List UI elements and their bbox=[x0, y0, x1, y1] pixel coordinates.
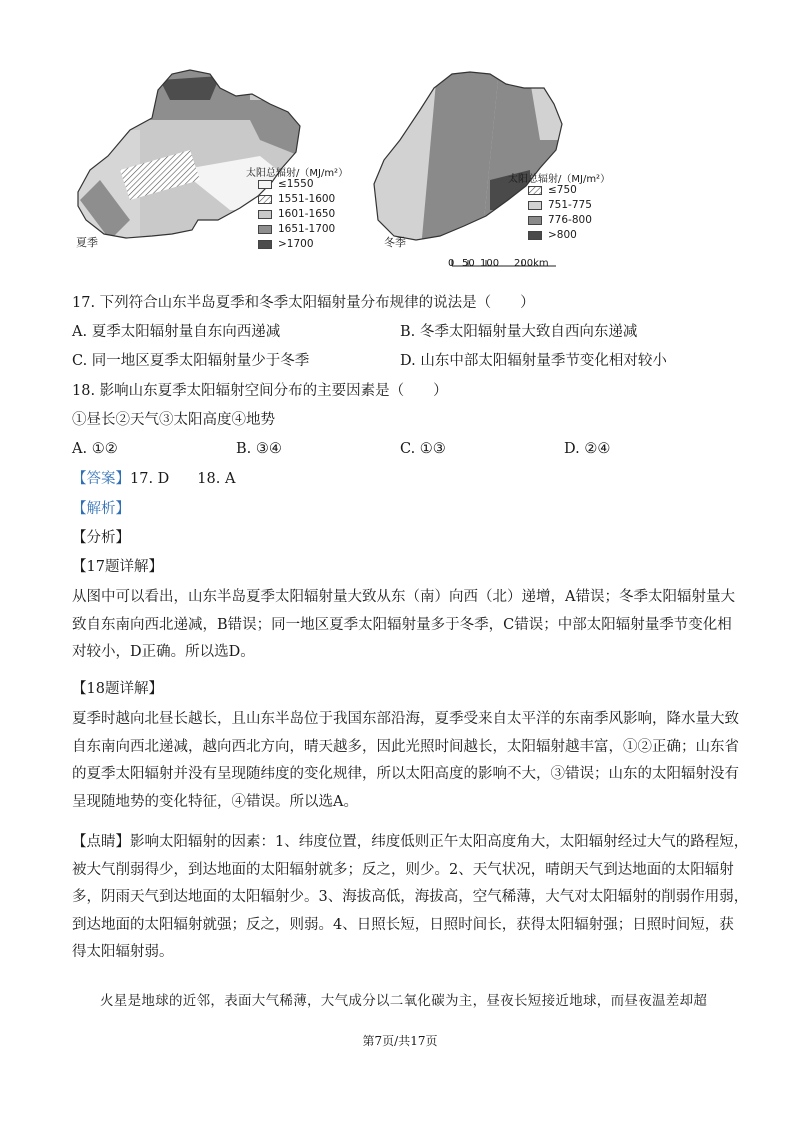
text-line: 从图中可以看出，山东半岛夏季太阳辐射量大致从东（南）向西（北）递增，A错误；冬季太阳辐射量大 bbox=[72, 589, 735, 605]
legend-swatch bbox=[258, 195, 272, 204]
page-footer: 第7页/共17页 bbox=[362, 1034, 438, 1048]
legend-swatch bbox=[258, 240, 272, 249]
detail-18-text bbox=[72, 706, 739, 816]
q17-option-c: C. 同一地区夏季太阳辐射量少于冬季 bbox=[72, 353, 310, 369]
legend-label: ≤1550 bbox=[278, 178, 314, 190]
detail-17-label: 【17题详解】 bbox=[72, 559, 163, 575]
q18-option-a: A. ①② bbox=[72, 441, 118, 457]
winter-legend-title: 太阳总辐射/（MJ/m²） bbox=[508, 174, 611, 185]
legend-label: 1651-1700 bbox=[278, 223, 336, 235]
next-passage-intro: 火星是地球的近邻，表面大气稀薄，大气成分以二氧化碳为主，昼夜长短接近地球，而昼夜温差却超 bbox=[100, 993, 708, 1009]
legend-swatch bbox=[258, 225, 272, 234]
text-line: 的夏季太阳辐射并没有呈现随纬度的变化规律，所以太阳高度的影响不大，③错误；山东的太阳辐射没有 bbox=[72, 766, 739, 782]
winter-legend-row bbox=[528, 184, 577, 196]
q18-option-c: C. ①③ bbox=[400, 441, 446, 457]
legend-swatch bbox=[528, 216, 542, 225]
tips-line-first: 影响太阳辐射的因素：1、纬度位置，纬度低则正午太阳高度角大，太阳辐射经过大气的路程短， bbox=[130, 834, 749, 850]
q17-stem: 17. 下列符合山东半岛夏季和冬季太阳辐射量分布规律的说法是（ ） bbox=[72, 295, 535, 311]
text-line: 对较小，D正确。所以选D。 bbox=[72, 644, 255, 660]
detail-17-text bbox=[72, 584, 735, 667]
text-line: 呈现随地势的变化特征，④错误。所以选A。 bbox=[72, 793, 358, 810]
legend-swatch bbox=[258, 180, 272, 189]
legend-label: >1700 bbox=[278, 238, 314, 250]
summer-legend-row bbox=[258, 193, 335, 205]
scale-tick: 50 bbox=[462, 258, 475, 269]
summer-legend-row bbox=[258, 223, 335, 235]
summer-season-label: 夏季 bbox=[76, 236, 98, 249]
scale-tick: 100 bbox=[480, 258, 500, 269]
analysis-label: 【解析】 bbox=[72, 501, 130, 517]
text-line: 得太阳辐射弱。 bbox=[72, 944, 174, 960]
summer-legend-row bbox=[258, 178, 314, 190]
legend-swatch bbox=[528, 231, 542, 240]
legend-swatch bbox=[528, 186, 542, 195]
scale-tick: 200km bbox=[514, 258, 549, 269]
q18-stem: 18. 影响山东夏季太阳辐射空间分布的主要因素是（ ） bbox=[72, 383, 448, 399]
detail-18-label: 【18题详解】 bbox=[72, 681, 163, 697]
summer-legend-row bbox=[258, 238, 314, 250]
answer-label: 【答案】 bbox=[72, 471, 130, 487]
summer-legend-title: 太阳总辐射/（MJ/m²） bbox=[246, 168, 349, 179]
tips-text bbox=[72, 829, 749, 967]
answer-17: 17. D bbox=[130, 471, 170, 487]
winter-legend-row bbox=[528, 214, 592, 226]
summer-legend-row bbox=[258, 208, 335, 220]
q17-option-d: D. 山东中部太阳辐射量季节变化相对较小 bbox=[400, 353, 667, 369]
text-line: 被大气削弱得少，到达地面的太阳辐射就多；反之，则少。2、天气状况，晴朗天气到达地面的太阳辐射 bbox=[72, 861, 734, 878]
legend-label: 1551-1600 bbox=[278, 193, 336, 205]
q17-option-b: B. 冬季太阳辐射量大致自西向东递减 bbox=[400, 324, 638, 340]
legend-label: 1601-1650 bbox=[278, 208, 336, 220]
legend-label: 776-800 bbox=[548, 214, 592, 226]
text-line: 多，阴雨天气到达地面的太阳辐射少。3、海拔高低，海拔高，空气稀薄，大气对太阳辐射的削弱作用弱， bbox=[72, 889, 749, 905]
text-line bbox=[72, 829, 749, 857]
scale-tick: 0 bbox=[448, 258, 455, 269]
winter-legend-row bbox=[528, 199, 592, 211]
winter-legend-row bbox=[528, 229, 577, 241]
answer-line bbox=[72, 469, 235, 489]
legend-swatch bbox=[528, 201, 542, 210]
legend-label: >800 bbox=[548, 229, 577, 241]
q18-option-d: D. ②④ bbox=[564, 441, 611, 457]
q18-option-b: B. ③④ bbox=[236, 441, 282, 457]
answer-18: 18. A bbox=[197, 471, 236, 487]
winter-season-label: 冬季 bbox=[384, 236, 406, 249]
legend-label: 751-775 bbox=[548, 199, 592, 211]
q17-option-a: A. 夏季太阳辐射量自东向西递减 bbox=[72, 324, 281, 340]
text-line: 致自东南向西北递减，B错误；同一地区夏季太阳辐射量多于冬季，C错误；中部太阳辐射量季节变化相 bbox=[72, 616, 732, 633]
legend-label: ≤750 bbox=[548, 184, 577, 196]
text-line: 夏季时越向北昼长越长，且山东半岛位于我国东部沿海，夏季受来自太平洋的东南季风影响，降水量大致 bbox=[72, 711, 739, 727]
text-line: 到达地面的太阳辐射就强；反之，则弱。4、日照长短，日照时间长，获得太阳辐射强；日照时间短，获 bbox=[72, 916, 734, 933]
q18-factors: ①昼长②天气③太阳高度④地势 bbox=[72, 412, 275, 428]
tips-label: 【点睛】 bbox=[72, 834, 130, 850]
fenxi-label: 【分析】 bbox=[72, 530, 130, 546]
text-line: 自东南向西北递减，越向西北方向，晴天越多，因此光照时间越长，太阳辐射越丰富，①②正确；山东省 bbox=[72, 738, 739, 755]
legend-swatch bbox=[258, 210, 272, 219]
